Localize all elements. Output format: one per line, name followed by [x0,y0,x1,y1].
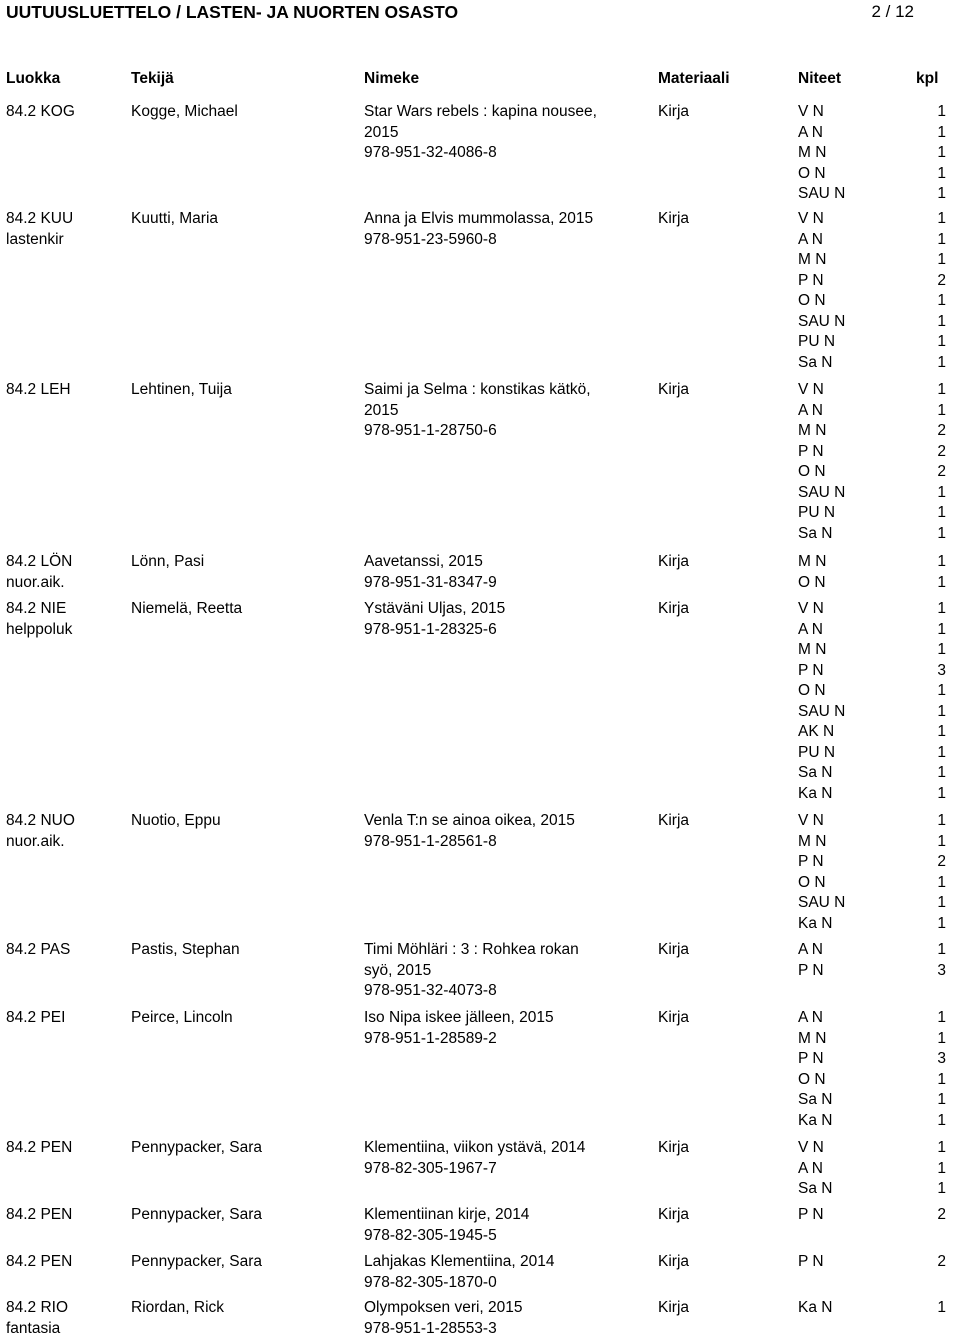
copy-location: Sa N [798,763,848,784]
entry-class: 84.2 LÖN [6,552,72,573]
entry-class: 84.2 PAS [6,940,70,961]
copy-location: O N [798,873,848,894]
copy-location: AK N [798,722,848,743]
entry-title: Olympoksen veri, 2015 [364,1298,523,1319]
entry-isbn: 978-951-31-8347-9 [364,573,497,594]
copy-count: 1 [916,102,946,123]
entry-material: Kirja [658,940,689,961]
copy-location: Ka N [798,1111,848,1132]
copy-location: M N [798,250,848,271]
copy-count: 1 [916,184,946,205]
entry-title: syö, 2015 [364,961,431,982]
copy-count: 3 [916,961,946,982]
copy-count: 1 [916,573,946,594]
copy-location: SAU N [798,184,848,205]
copy-count: 1 [916,914,946,935]
entry-class: helppoluk [6,620,72,641]
copy-location: A N [798,940,848,961]
copy-count: 1 [916,250,946,271]
column-header-luokka: Luokka [6,69,60,89]
copy-location: Ka N [798,784,848,805]
entry-class: nuor.aik. [6,832,65,853]
copy-count: 1 [916,1179,946,1200]
entry-isbn: 978-951-23-5960-8 [364,230,497,251]
copy-count: 1 [916,230,946,251]
entry-class: lastenkir [6,230,64,251]
entry-material: Kirja [658,599,689,620]
copy-location: Sa N [798,1090,848,1111]
column-header-tekija: Tekijä [131,69,174,89]
entry-material: Kirja [658,1008,689,1029]
copy-location: V N [798,380,848,401]
copy-count: 2 [916,421,946,442]
copy-count: 2 [916,271,946,292]
copy-count: 1 [916,640,946,661]
copy-location: V N [798,1138,848,1159]
copy-location: M N [798,1029,848,1050]
copy-count: 1 [916,503,946,524]
copy-count: 1 [916,209,946,230]
copy-location: SAU N [798,893,848,914]
entry-isbn: 978-951-1-28325-6 [364,620,497,641]
copy-count: 1 [916,811,946,832]
copy-count: 1 [916,873,946,894]
copy-location: M N [798,552,848,573]
copy-count: 1 [916,524,946,545]
entry-title: Iso Nipa iskee jälleen, 2015 [364,1008,554,1029]
entry-isbn: 978-82-305-1945-5 [364,1226,497,1247]
copy-count: 1 [916,722,946,743]
copy-count: 2 [916,462,946,483]
entry-class: 84.2 PEI [6,1008,65,1029]
column-header-kpl: kpl [916,69,938,89]
entry-title: Klementiina, viikon ystävä, 2014 [364,1138,585,1159]
copy-location: O N [798,462,848,483]
entry-isbn: 978-82-305-1967-7 [364,1159,497,1180]
copy-location: V N [798,811,848,832]
copy-location: Sa N [798,1179,848,1200]
copy-location: P N [798,271,848,292]
copy-count: 1 [916,483,946,504]
copy-location: A N [798,123,848,144]
entry-material: Kirja [658,1298,689,1319]
entry-author: Pennypacker, Sara [131,1205,262,1226]
copy-location: Ka N [798,1298,848,1319]
copy-count: 3 [916,1049,946,1070]
copy-location: M N [798,143,848,164]
entry-title: 2015 [364,123,398,144]
copy-count: 1 [916,832,946,853]
copy-count: 1 [916,1008,946,1029]
entry-class: 84.2 RIO [6,1298,68,1319]
copy-count: 1 [916,164,946,185]
copy-location: A N [798,401,848,422]
copy-count: 1 [916,552,946,573]
copy-location: A N [798,620,848,641]
entry-material: Kirja [658,811,689,832]
copy-count: 2 [916,852,946,873]
entry-title: Saimi ja Selma : konstikas kätkö, [364,380,591,401]
copy-location: O N [798,164,848,185]
copy-count: 1 [916,1111,946,1132]
copy-location: PU N [798,743,848,764]
copy-count: 1 [916,353,946,374]
entry-author: Kuutti, Maria [131,209,218,230]
entry-title: Anna ja Elvis mummolassa, 2015 [364,209,593,230]
copy-count: 1 [916,620,946,641]
copy-location: A N [798,230,848,251]
column-header-materiaali: Materiaali [658,69,730,89]
copy-location: P N [798,1252,848,1273]
copy-count: 1 [916,940,946,961]
copy-count: 1 [916,123,946,144]
entry-title: Timi Möhläri : 3 : Rohkea rokan [364,940,579,961]
copy-location: M N [798,421,848,442]
copy-location: SAU N [798,702,848,723]
entry-class: 84.2 PEN [6,1138,72,1159]
copy-count: 2 [916,1252,946,1273]
entry-class: 84.2 PEN [6,1205,72,1226]
entry-title: 2015 [364,401,398,422]
copy-count: 1 [916,291,946,312]
copy-location: P N [798,961,848,982]
copy-count: 2 [916,1205,946,1226]
entry-material: Kirja [658,380,689,401]
copy-location: P N [798,661,848,682]
page-title: UUTUUSLUETTELO / LASTEN- JA NUORTEN OSASTO [6,1,458,23]
copy-count: 1 [916,332,946,353]
entry-isbn: 978-951-1-28589-2 [364,1029,497,1050]
copy-location: A N [798,1008,848,1029]
copy-location: SAU N [798,312,848,333]
entry-author: Pastis, Stephan [131,940,240,961]
copy-count: 2 [916,442,946,463]
entry-isbn: 978-951-1-28750-6 [364,421,497,442]
entry-material: Kirja [658,1252,689,1273]
entry-author: Kogge, Michael [131,102,238,123]
copy-location: Sa N [798,524,848,545]
copy-location: Sa N [798,353,848,374]
entry-class: 84.2 KUU [6,209,73,230]
copy-count: 1 [916,763,946,784]
column-header-nimeke: Nimeke [364,69,419,89]
entry-author: Lehtinen, Tuija [131,380,232,401]
entry-isbn: 978-951-32-4073-8 [364,981,497,1002]
column-header-niteet: Niteet [798,69,841,89]
entry-title: Star Wars rebels : kapina nousee, [364,102,597,123]
copy-count: 1 [916,1070,946,1091]
copy-count: 1 [916,599,946,620]
entry-author: Lönn, Pasi [131,552,204,573]
entry-title: Lahjakas Klementiina, 2014 [364,1252,554,1273]
entry-isbn: 978-82-305-1870-0 [364,1273,497,1294]
copy-location: P N [798,442,848,463]
entry-material: Kirja [658,1205,689,1226]
copy-location: SAU N [798,483,848,504]
copy-count: 1 [916,702,946,723]
entry-material: Kirja [658,1138,689,1159]
copy-count: 1 [916,784,946,805]
copy-count: 1 [916,401,946,422]
entry-author: Riordan, Rick [131,1298,224,1319]
copy-count: 3 [916,661,946,682]
copy-location: V N [798,209,848,230]
copy-location: O N [798,291,848,312]
copy-count: 1 [916,312,946,333]
copy-count: 1 [916,743,946,764]
entry-author: Nuotio, Eppu [131,811,221,832]
entry-title: Aavetanssi, 2015 [364,552,483,573]
copy-count: 1 [916,1298,946,1319]
entry-isbn: 978-951-1-28561-8 [364,832,497,853]
copy-count: 1 [916,380,946,401]
entry-isbn: 978-951-1-28553-3 [364,1319,497,1339]
copy-count: 1 [916,1138,946,1159]
copy-location: A N [798,1159,848,1180]
entry-class: 84.2 PEN [6,1252,72,1273]
page-number: 2 / 12 [871,1,914,23]
entry-author: Peirce, Lincoln [131,1008,233,1029]
copy-location: V N [798,102,848,123]
entry-isbn: 978-951-32-4086-8 [364,143,497,164]
copy-location: P N [798,1205,848,1226]
entry-class: 84.2 NIE [6,599,66,620]
copy-location: O N [798,1070,848,1091]
copy-location: O N [798,681,848,702]
entry-class: 84.2 KOG [6,102,75,123]
copy-location: Ka N [798,914,848,935]
entry-class: fantasia [6,1319,60,1339]
entry-material: Kirja [658,102,689,123]
entry-material: Kirja [658,552,689,573]
copy-location: PU N [798,332,848,353]
entry-class: 84.2 NUO [6,811,75,832]
entry-title: Venla T:n se ainoa oikea, 2015 [364,811,575,832]
entry-title: Klementiinan kirje, 2014 [364,1205,529,1226]
copy-location: PU N [798,503,848,524]
copy-count: 1 [916,1090,946,1111]
copy-count: 1 [916,1029,946,1050]
entry-author: Niemelä, Reetta [131,599,242,620]
copy-location: P N [798,1049,848,1070]
entry-material: Kirja [658,209,689,230]
copy-location: O N [798,573,848,594]
copy-count: 1 [916,1159,946,1180]
entry-author: Pennypacker, Sara [131,1252,262,1273]
entry-title: Ystäväni Uljas, 2015 [364,599,505,620]
entry-class: 84.2 LEH [6,380,71,401]
entry-author: Pennypacker, Sara [131,1138,262,1159]
copy-count: 1 [916,681,946,702]
copy-location: M N [798,832,848,853]
entry-class: nuor.aik. [6,573,65,594]
copy-count: 1 [916,893,946,914]
copy-count: 1 [916,143,946,164]
copy-location: P N [798,852,848,873]
copy-location: V N [798,599,848,620]
copy-location: M N [798,640,848,661]
